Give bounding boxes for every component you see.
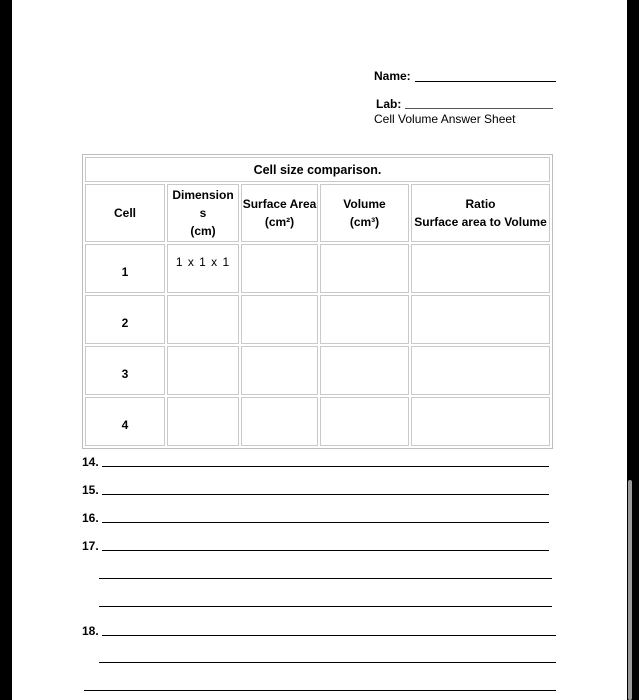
cell-number: 3 [85,346,165,395]
table-caption: Cell size comparison. [85,157,550,182]
answer-line-18-continued[interactable] [84,690,556,691]
table-row [85,295,550,344]
lab-label: Lab: [376,97,402,111]
volume-value[interactable] [320,346,409,395]
volume-value[interactable] [320,244,409,293]
name-line[interactable] [415,81,556,82]
surface-area-value[interactable] [241,346,318,395]
question-number-14: 14. [82,455,99,469]
answer-line-17[interactable] [102,550,549,551]
name-label: Name: [374,69,411,83]
scrollbar[interactable] [628,480,632,700]
answer-line-14[interactable] [102,466,549,467]
dimensions-value[interactable]: 1 x 1 x 1 [167,244,239,293]
ratio-value[interactable] [411,244,550,293]
surface-area-value[interactable] [241,295,318,344]
ratio-value[interactable] [411,346,550,395]
question-number-17: 17. [82,539,99,553]
answer-line-18-continued[interactable] [99,662,556,663]
dimensions-value[interactable] [167,346,239,395]
cell-size-table [82,154,553,449]
answer-line-17-continued[interactable] [99,578,552,579]
answer-line-15[interactable] [102,494,549,495]
question-number-16: 16. [82,511,99,525]
table-row [85,244,550,293]
column-header-ratio: Ratio Surface area to Volume [411,184,550,242]
surface-area-value[interactable] [241,244,318,293]
worksheet-page [12,0,627,700]
cell-number: 1 [85,244,165,293]
column-header-cell: Cell [85,184,165,242]
table-row [85,346,550,395]
answer-line-18[interactable] [102,635,556,636]
answer-line-17-continued[interactable] [99,606,552,607]
volume-value[interactable] [320,397,409,446]
question-number-18: 18. [82,624,99,638]
sheet-subtitle: Cell Volume Answer Sheet [374,112,516,126]
cell-number: 2 [85,295,165,344]
question-number-15: 15. [82,483,99,497]
column-header-volume: Volume (cm³) [320,184,409,242]
table-row [85,397,550,446]
column-header-dimensions: Dimension s (cm) [167,184,239,242]
answer-line-16[interactable] [102,522,549,523]
column-header-surface-area: Surface Area (cm²) [241,184,318,242]
ratio-value[interactable] [411,397,550,446]
lab-line[interactable] [405,108,553,109]
surface-area-value[interactable] [241,397,318,446]
ratio-value[interactable] [411,295,550,344]
cell-number: 4 [85,397,165,446]
dimensions-value[interactable] [167,397,239,446]
volume-value[interactable] [320,295,409,344]
dimensions-value[interactable] [167,295,239,344]
